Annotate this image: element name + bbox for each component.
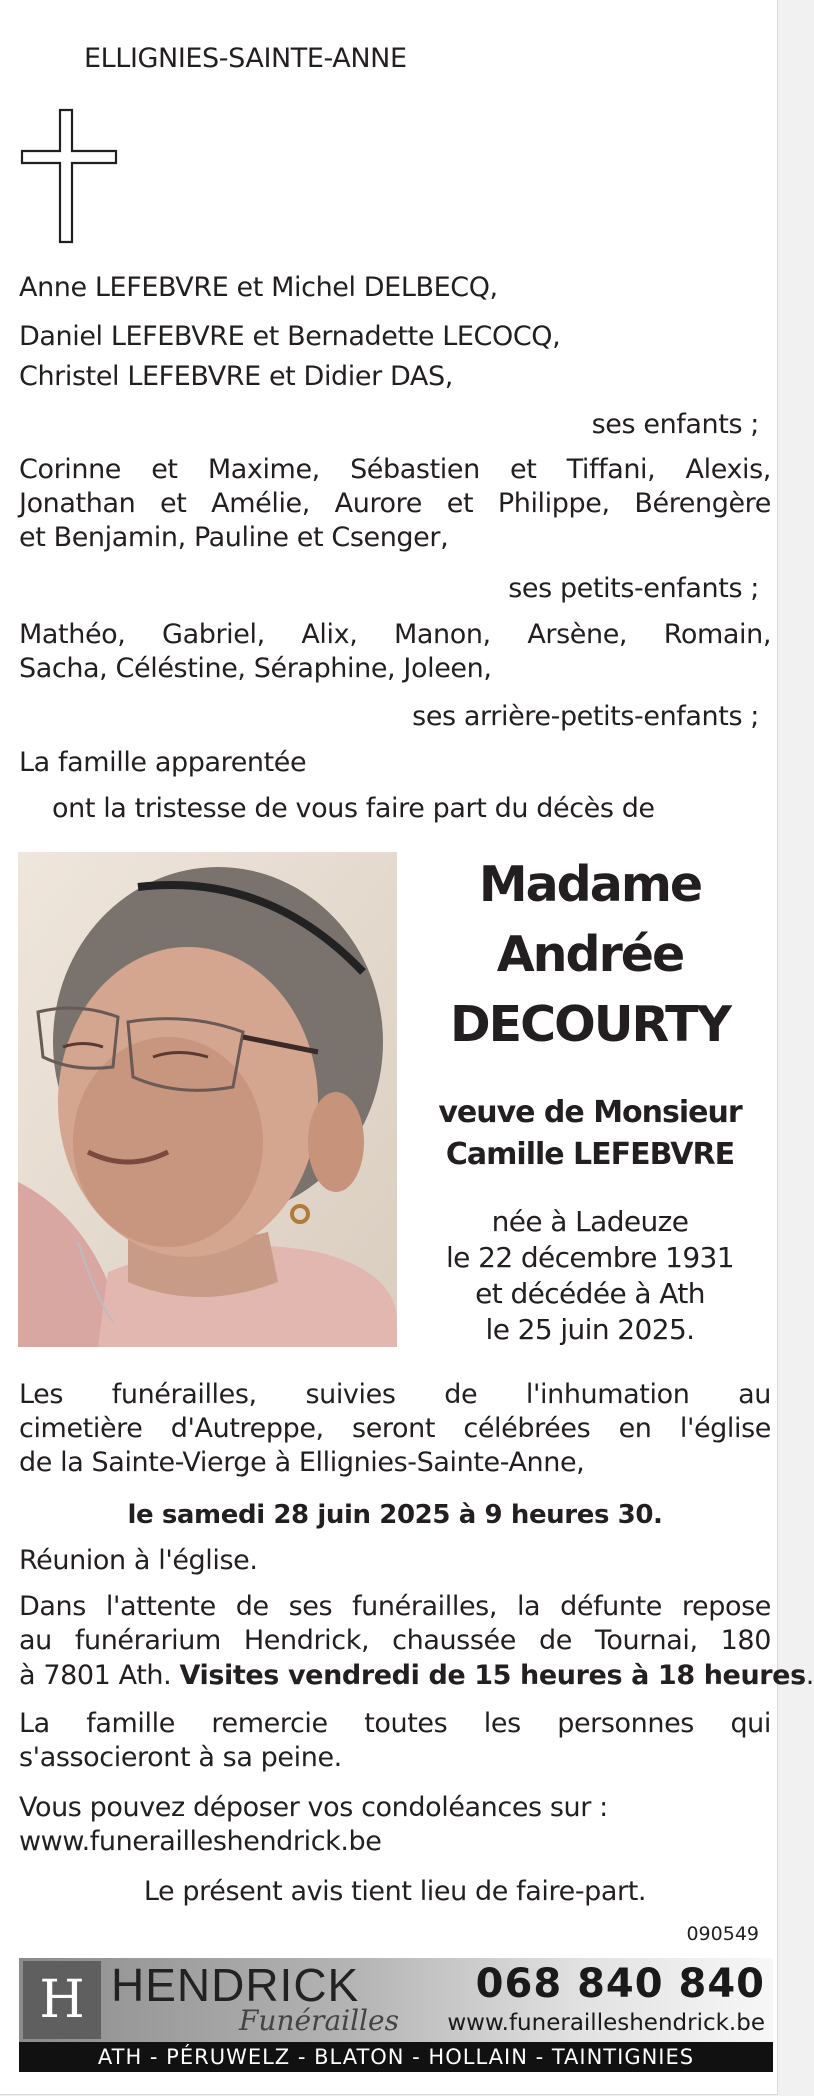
children-label: ses enfants ; <box>591 409 759 440</box>
visit-hours-period: . <box>805 1660 814 1691</box>
thanks-line: s'associeront à sa peine. <box>19 1742 342 1773</box>
birth-date: le 22 décembre 1931 <box>446 1241 734 1274</box>
funeral-line: de la Sainte-Vierge à Ellignies-Sainte-Anne, <box>19 1447 585 1478</box>
funeral-home-banner <box>19 1958 773 2072</box>
repose-line: au funérarium Hendrick, chaussée de Tournai, 180 <box>19 1625 771 1656</box>
deceased-title: Madame <box>478 856 702 913</box>
birth-place: née à Ladeuze <box>491 1205 689 1238</box>
company-subtitle: Funérailles <box>239 2004 399 2037</box>
condolences-url[interactable]: www.funerailleshendrick.be <box>19 1826 382 1857</box>
widow-line: Camille LEFEBVRE <box>445 1137 735 1172</box>
locality-header: ELLIGNIES-SAINTE-ANNE <box>84 43 407 74</box>
deceased-first-name: Andrée <box>496 926 684 983</box>
hendrick-logo <box>23 1961 101 2039</box>
company-name: HENDRICK <box>111 1959 360 2011</box>
relatives-line: La famille apparentée <box>19 747 307 778</box>
announcement-line: ont la tristesse de vous faire part du décès de <box>52 793 655 824</box>
banner-header <box>19 1958 773 2042</box>
children-line: Daniel LEFEBVRE et Bernadette LECOCQ, <box>19 321 561 352</box>
visit-hours: Visites vendredi de 15 heures à 18 heures <box>179 1660 806 1691</box>
reference-number: 090549 <box>686 1923 759 1945</box>
locations-line: ATH - PÉRUWELZ - BLATON - HOLLAIN - TAINTIGNIES <box>19 2042 773 2072</box>
great-grandchildren-label: ses arrière-petits-enfants ; <box>412 701 759 732</box>
repose-line: Dans l'attente de ses funérailles, la défunte repose <box>19 1591 771 1622</box>
funeral-line: cimetière d'Autreppe, seront célébrées en l'église <box>19 1413 771 1444</box>
grandchildren-label: ses petits-enfants ; <box>508 573 759 604</box>
portrait-photo <box>18 852 397 1347</box>
website-link[interactable]: www.funerailleshendrick.be <box>447 2010 765 2036</box>
children-line: Christel LEFEBVRE et Didier DAS, <box>19 361 453 392</box>
grandchildren-line: Jonathan et Amélie, Aurore et Philippe, Bérengère <box>19 488 771 519</box>
portrait-image <box>18 852 397 1347</box>
dates-block <box>404 1204 776 1348</box>
funeral-line: Les funérailles, suivies de l'inhumation au <box>19 1379 771 1410</box>
widow-block <box>404 1092 776 1176</box>
grandchildren-line: et Benjamin, Pauline et Csenger, <box>19 522 449 553</box>
death-place: et décédée à Ath <box>475 1277 705 1310</box>
children-line: Anne LEFEBVRE et Michel DELBECQ, <box>19 272 498 303</box>
funeral-date-time: le samedi 28 juin 2025 à 9 heures 30. <box>127 1500 663 1530</box>
repose-address-end: à 7801 Ath. <box>19 1660 180 1691</box>
condolences-line: Vous pouvez déposer vos condoléances sur : <box>19 1792 608 1823</box>
deceased-last-name: DECOURTY <box>450 996 730 1053</box>
meeting-line: Réunion à l'église. <box>19 1545 258 1576</box>
death-date: le 25 juin 2025. <box>485 1313 695 1346</box>
thanks-line: La famille remercie toutes les personnes qui <box>19 1708 771 1739</box>
widow-line: veuve de Monsieur <box>438 1095 742 1130</box>
great-grandchildren-line: Sacha, Céléstine, Séraphine, Joleen, <box>19 653 492 684</box>
cross-icon <box>20 108 120 244</box>
notice-line: Le présent avis tient lieu de faire-part. <box>143 1876 647 1907</box>
repose-last-line <box>19 1659 814 1693</box>
great-grandchildren-line: Mathéo, Gabriel, Alix, Manon, Arsène, Romain, <box>19 619 771 650</box>
phone-number[interactable]: 068 840 840 <box>475 1961 765 2007</box>
deceased-name-block <box>404 850 776 1060</box>
logo-letter: H <box>39 1970 85 2030</box>
grandchildren-line: Corinne et Maxime, Sébastien et Tiffani, Alexis, <box>19 454 771 485</box>
